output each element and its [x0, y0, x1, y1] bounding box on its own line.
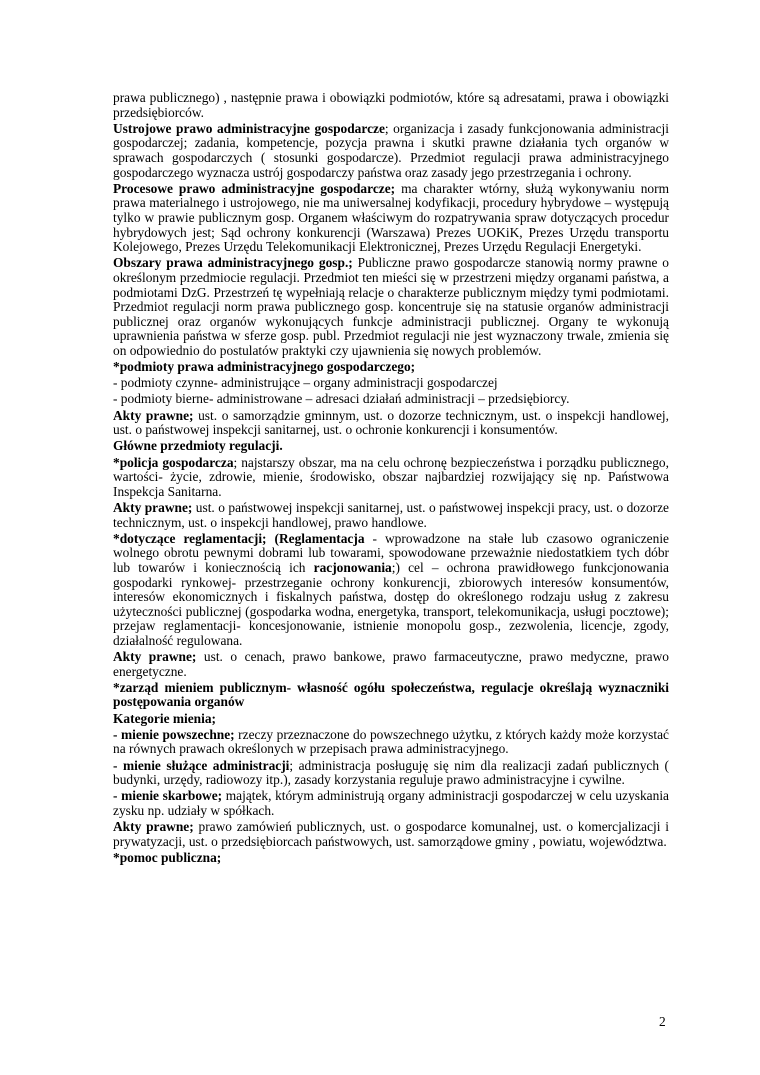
text-run: ;) cel – ochrona prawidłowego funkcjonowania gospodarki rynkowej- przestrzeganie ochrony konkurencji, zbiorowych interesów konsumentów, interesów ekonomicznych i fiskalnych państwa, dostęp do określonego rodzaju usług z zakresu użyteczności publicznej (gospodarka wodna, energetyka, transport, telekomunikacja, usługi pocztowe); przejaw reglamentacji- koncesjonowanie, istnienie monopolu gosp., zezwolenia, licencje, zgody, działalność regulowana. [113, 559, 669, 648]
bold-text: racjonowania [313, 559, 392, 575]
bold-text: Obszary prawa administracyjnego gosp.; [113, 255, 353, 271]
bold-text: Akty prawne; [113, 407, 194, 423]
text-run: ; najstarszy obszar, ma na celu ochronę bezpieczeństwa i porządku publicznego, wartości- życie, zdrowie, mienie, środowisko, obszar najbardziej rozwijający się np. Państwowa Inspekcja Sanitarna. [113, 454, 669, 499]
paragraph [113, 376, 669, 391]
paragraph [113, 439, 669, 454]
paragraph [113, 122, 669, 180]
text-run: ust. o cenach, prawo bankowe, prawo farmaceutyczne, prawo medyczne, prawo energetyczne. [113, 649, 669, 679]
paragraph [113, 91, 669, 120]
text-run: - wprowadzone na stałe lub czasowo ograniczenie wolnego obrotu pewnymi dobrami lub towarami, spowodowane przeważnie niedostatkiem tych dóbr lub towarów i koniecznością ich [113, 530, 669, 575]
text-run: - podmioty czynne- administrujące – organy administracji gospodarczej [113, 375, 498, 391]
paragraph [113, 256, 669, 358]
bold-text: Procesowe prawo administracyjne gospodarcze; [113, 180, 396, 196]
paragraph [113, 532, 669, 649]
text-run: prawa publicznego) , następnie prawa i obowiązki podmiotów, które są adresatami, prawa i obowiązki przedsiębiorców. [113, 90, 669, 120]
bold-text: Akty prawne; [113, 819, 194, 835]
bold-text: *policja gospodarcza [113, 454, 234, 470]
text-run: ; administracja posługuję się nim dla realizacji zadań publicznych ( budynki, urzędy, radiowozy itp.), zasady korzystania reguluje prawo administracyjne i cywilne. [113, 757, 669, 788]
paragraph [113, 759, 669, 788]
paragraph [113, 360, 669, 375]
text-run: rzeczy przeznaczone do powszechnego użytku, z których każdy może korzystać na równych prawach określonych w przepisach prawa administracyjnego. [113, 726, 669, 757]
paragraph [113, 851, 669, 866]
paragraph [113, 456, 669, 500]
text-run: Publiczne prawo gospodarcze stanowią normy prawne o określonym przedmiocie regulacji. Przedmiot ten mieści się w przestrzeni między organami państwa, a podmiotami DzG. Przestrzeń tę wypełniają relacje o charakterze publicznym między tymi podmiotami. Przedmiot regulacji norm prawa publicznego gosp. koncentruje się na statusie organów administracji publicznej oraz organów wykonujących funkcje administracji publicznej. Organy te wykonują uprawnienia państwa w sferze gosp. publ. Przedmiot regulacji nie jest wyznaczony trwale, zmienia się on odpowiednio do postulatów praktyki czy ujawnienia się nowych problemów. [113, 255, 669, 358]
page-number: 2 [659, 1014, 666, 1029]
text-run: ust. o samorządzie gminnym, ust. o dozorze technicznym, ust. o inspekcji handlowej, ust. o państwowej inspekcji sanitarnej, ust. o ochronie konkurencji i konsumentów. [113, 407, 669, 438]
paragraph [113, 182, 669, 255]
paragraph [113, 501, 669, 530]
bold-text: - mienie powszechne; [113, 726, 235, 742]
bold-text: Akty prawne; [113, 649, 197, 665]
text-run: prawo zamówień publicznych, ust. o gospodarce komunalnej, ust. o komercjalizacji i prywatyzacji, ust. o przedsiębiorcach państwowych, ust. samorządowe gminy , powiatu, województwa. [113, 819, 669, 849]
bold-text: *podmioty prawa administracyjnego gospodarczego; [113, 359, 416, 375]
bold-text: *dotyczące reglamentacji; (Reglamentacja [113, 530, 365, 546]
paragraph [113, 409, 669, 438]
paragraph [113, 650, 669, 679]
text-run: majątek, którym administrują organy administracji gospodarczej w celu uzyskania zysku np. udziały w spółkach. [113, 788, 669, 818]
paragraph [113, 392, 669, 407]
text-run: - podmioty bierne- administrowane – adresaci działań administracji – przedsiębiorcy. [113, 391, 570, 407]
bold-text: Akty prawne; [113, 499, 193, 515]
bold-text: *zarząd mieniem publicznym- własność ogółu społeczeństwa, regulacje określają wyznaczniki postępowania organów [113, 679, 669, 710]
text-run: ; organizacja i zasady funkcjonowania administracji gospodarczej; zadania, kompetencje, pozycja prawna i skutki prawne działania tych organów w sprawach gospodarczych ( stosunki gospodarcze). Przedmiot regulacji prawa administracyjnego gospodarczego wyznacza ustrój gospodarczy państwa oraz zasady jego przestrzegania i ochrony. [113, 120, 669, 180]
paragraph [113, 712, 669, 727]
bold-text: - mienie służące administracji [113, 757, 290, 773]
text-run: ma charakter wtórny, służą wykonywaniu norm prawa materialnego i ustrojowego, nie ma uniwersalnej kodyfikacji, procedury hybrydowe – występują tylko w prawie publicznym gosp. Organem właściwym do rozpatrywania spraw dotyczących procedur hybrydowych jest; Sąd ochrony konkurencji (Warszawa) Prezes UOKiK, Prezes Urzędu transportu Kolejowego, Prezes Urzędu Telekomunikacji Elektronicznej, Prezes Urzędu Regulacji Energetyki. [113, 180, 669, 255]
paragraph [113, 681, 669, 710]
text-run: ust. o państwowej inspekcji sanitarnej, ust. o państwowej inspekcji pracy, ust. o dozorze technicznym, ust. o inspekcji handlowej, prawo handlowe. [113, 499, 669, 530]
bold-text: Ustrojowe prawo administracyjne gospodarcze [113, 120, 385, 136]
paragraph [113, 728, 669, 757]
bold-text: Główne przedmioty regulacji. [113, 438, 283, 454]
bold-text: Kategorie mienia; [113, 710, 216, 726]
bold-text: *pomoc publiczna; [113, 849, 222, 865]
bold-text: - mienie skarbowe; [113, 788, 223, 804]
document-body [113, 91, 669, 867]
paragraph [113, 820, 669, 849]
paragraph [113, 789, 669, 818]
